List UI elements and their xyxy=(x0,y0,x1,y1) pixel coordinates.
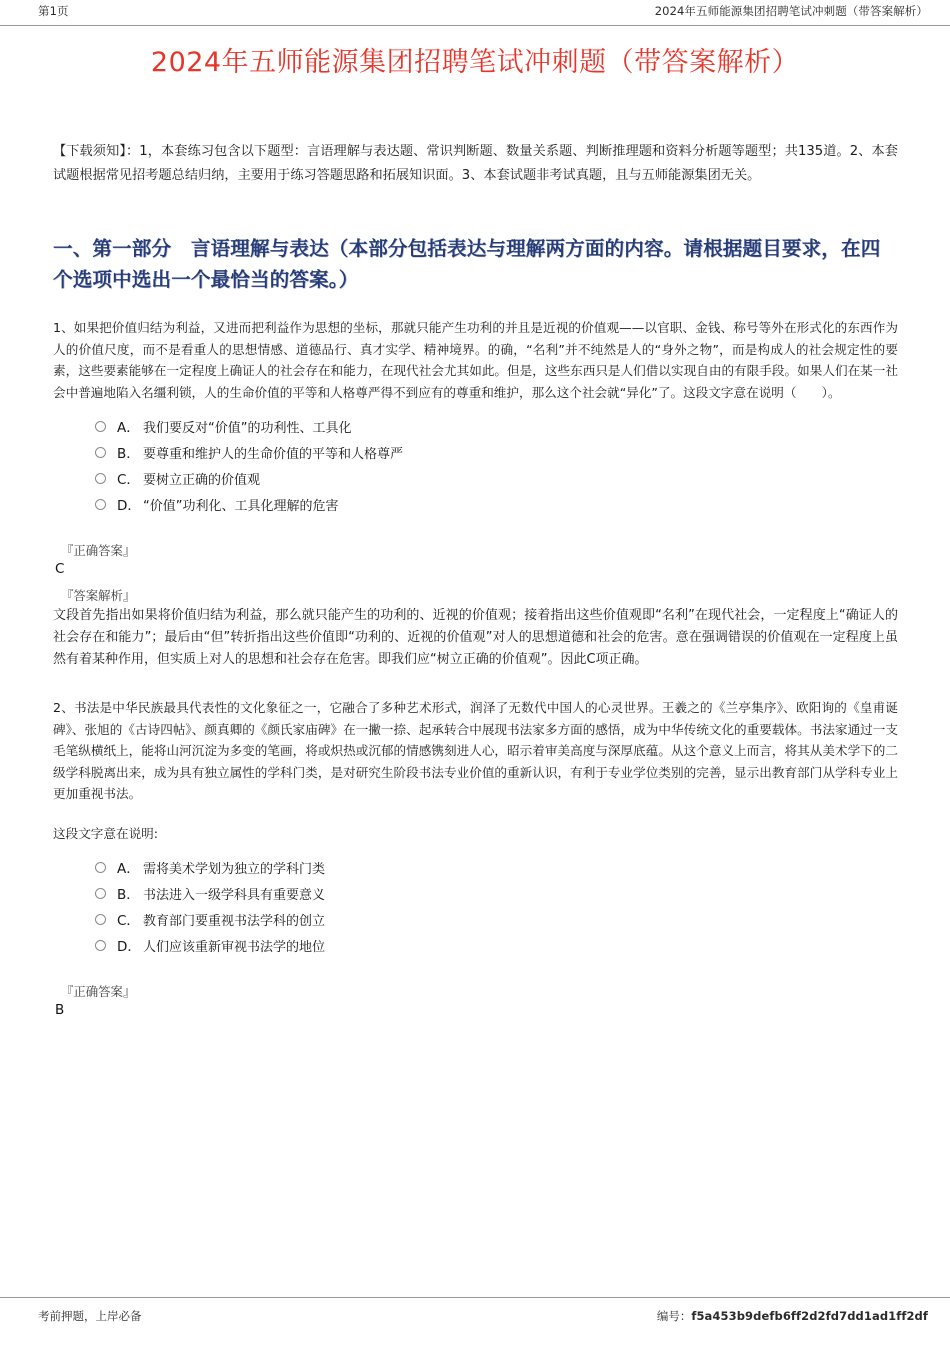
page-number-label: 第1页 xyxy=(38,4,69,18)
option-letter: B． xyxy=(117,446,140,462)
question-stem: 2、书法是中华民族最具代表性的文化象征之一，它融合了多种艺术形式，润泽了无数代中国人的心灵世界。王羲之的《兰亭集序》、欧阳询的《皇甫诞碑》、张旭的《古诗四帖》、颜真卿的《颜氏家庙碑》在一撇一捺、起承转合中展现书法家多方面的感悟，成为中华传统文化的重要载体。书法家通过一支毛笔纵横纸上，能将山河沉淀为多变的笔画，将或炽热或沉郁的情感镌刻进人心，昭示着审美高度与深厚底蕴。从这个意义上而言，将其从美术学下的二级学科脱离出来，成为具有独立属性的学科门类，是对研究生阶段书法专业价值的重新认识，有利于专业学位类别的完善，显示出教育部门从学科专业上更加重视书法。 xyxy=(53,700,898,801)
radio-icon[interactable] xyxy=(95,914,106,925)
option-letter: D． xyxy=(117,939,141,955)
option-letter: A． xyxy=(117,861,140,877)
option-d[interactable] xyxy=(53,491,898,517)
radio-icon[interactable] xyxy=(95,888,106,899)
question-block xyxy=(53,697,898,1020)
document-id-label: 编号： xyxy=(656,1309,692,1323)
correct-answer-label: 『正确答案』 xyxy=(61,984,136,999)
footer-slogan: 考前押题，上岸必备 xyxy=(38,1309,142,1323)
option-d[interactable] xyxy=(53,932,898,958)
option-letter: D． xyxy=(117,498,141,514)
page-title: 2024年五师能源集团招聘笔试冲刺题（带答案解析） xyxy=(150,47,800,78)
option-text: 人们应该重新审视书法学的地位 xyxy=(143,939,326,955)
option-text: 要树立正确的价值观 xyxy=(143,472,261,488)
radio-icon[interactable] xyxy=(95,499,106,510)
option-a[interactable] xyxy=(53,854,898,880)
document-content xyxy=(53,140,898,1020)
correct-answer-value: C xyxy=(55,561,65,577)
answer-analysis-label: 『答案解析』 xyxy=(61,588,136,603)
option-text: 需将美术学划为独立的学科门类 xyxy=(143,861,326,877)
document-id-value: f5a453b9defb6ff2d2fd7dd1ad1ff2df xyxy=(691,1309,928,1323)
footer-document-id xyxy=(657,1308,928,1324)
option-letter: B． xyxy=(117,887,140,903)
option-text: 要尊重和维护人的生命价值的平等和人格尊严 xyxy=(143,446,404,462)
correct-answer-value: B xyxy=(55,1002,65,1018)
answer-block xyxy=(53,541,898,671)
option-letter: C． xyxy=(117,913,140,929)
option-a[interactable] xyxy=(53,413,898,439)
answer-analysis-text: 文段首先指出如果将价值归结为利益，那么就只能产生的功利的、近视的价值观；接着指出这些价值观即“名利”在现代社会，一定程度上“确证人的社会存在和能力”；最后由“但”转折指出这些价值即“功利的、近视的价值观”对人的思想道德和社会的危害。意在强调错误的价值观在一定程度上虽然有着某种作用，但实质上对人的思想和社会存在危害。即我们应“树立正确的价值观”。因此C项正确。 xyxy=(53,608,898,667)
option-text: 书法进入一级学科具有重要意义 xyxy=(143,887,326,903)
radio-icon[interactable] xyxy=(95,421,106,432)
radio-icon[interactable] xyxy=(95,940,106,951)
question-stem: 1、如果把价值归结为利益，又进而把利益作为思想的坐标，那就只能产生功利的并且是近视的价值观——以官职、金钱、称号等外在形式化的东西作为人的价值尺度，而不是看重人的思想情感、道德品行、真才实学、精神境界。的确，“名利”并不纯然是人的“身外之物”，而是构成人的社会规定性的要素，这些要素能够在一定程度上确证人的社会存在和能力，在现代社会尤其如此。但是，这些东西只是人们借以实现自由的有限手段。如果人们在某一社会中普遍地陷入名缰利锁，人的生命价值的平等和人格尊严得不到应有的尊重和维护，那么这个社会就“异化”了。这段文字意在说明（ ）。 xyxy=(53,320,898,400)
document-running-footer xyxy=(0,1297,950,1345)
option-text: 教育部门要重视书法学科的创立 xyxy=(143,913,326,929)
question-subprompt: 这段文字意在说明: xyxy=(53,825,158,841)
section-heading-part-one: 一、第一部分 言语理解与表达（本部分包括表达与理解两方面的内容。请根据题目要求，在四个选项中选出一个最恰当的答案。） xyxy=(53,237,881,291)
option-list xyxy=(53,854,898,958)
radio-icon[interactable] xyxy=(95,473,106,484)
running-title: 2024年五师能源集团招聘笔试冲刺题（带答案解析） xyxy=(654,4,928,18)
radio-icon[interactable] xyxy=(95,447,106,458)
option-letter: C． xyxy=(117,472,140,488)
option-letter: A． xyxy=(117,420,140,436)
download-notice: 【下载须知】：1，本套练习包含以下题型：言语理解与表达题、常识判断题、数量关系题、判断推理题和资料分析题等题型；共135道。2、本套试题根据常见招考题总结归纳，主要用于练习答题思路和拓展知识面。3、本套试题非考试真题，且与五师能源集团无关。 xyxy=(53,144,898,183)
option-b[interactable] xyxy=(53,880,898,906)
question-spacer xyxy=(53,671,898,697)
option-text: “价值”功利化、工具化理解的危害 xyxy=(143,498,339,514)
radio-icon[interactable] xyxy=(95,862,106,873)
document-running-header xyxy=(0,0,950,26)
option-text: 我们要反对“价值”的功利性、工具化 xyxy=(143,420,352,436)
option-b[interactable] xyxy=(53,439,898,465)
question-block xyxy=(53,317,898,671)
option-list xyxy=(53,413,898,517)
option-c[interactable] xyxy=(53,465,898,491)
answer-block xyxy=(53,982,898,1020)
correct-answer-label: 『正确答案』 xyxy=(61,543,136,558)
option-c[interactable] xyxy=(53,906,898,932)
